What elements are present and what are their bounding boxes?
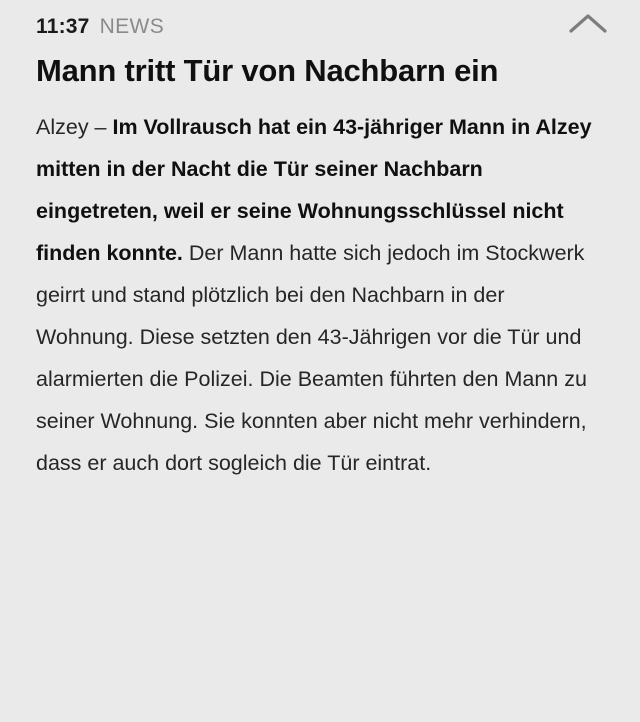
article-dateline: Alzey – — [36, 115, 113, 140]
article-time: 11:37 — [36, 15, 90, 38]
chevron-up-icon[interactable] — [566, 8, 610, 42]
article-lead-paragraph — [36, 107, 604, 484]
article-body — [36, 107, 604, 484]
article-category: NEWS — [99, 15, 165, 38]
article-lead-text: Im Vollrausch hat ein 43-jähriger Mann in Alzey mitten in der Nacht die Tür seiner Nachbarn eingetreten, weil er seine Wohnungsschlüssel nicht finden konnte. — [36, 115, 592, 265]
page-title: Mann tritt Tür von Nachbarn ein — [36, 53, 499, 88]
article-meta — [36, 10, 604, 44]
article-body-text: Der Mann hatte sich jedoch im Stockwerk geirrt und stand plötzlich bei den Nachbarn in der Wohnung. Diese setzten den 43-Jährigen vor die Tür und alarmierten die Polizei. Die Beamten führten den Mann zu seiner Wohnung. Sie konnten aber nicht mehr verhindern, dass er auch dort sogleich die Tür eintrat. — [36, 240, 587, 475]
